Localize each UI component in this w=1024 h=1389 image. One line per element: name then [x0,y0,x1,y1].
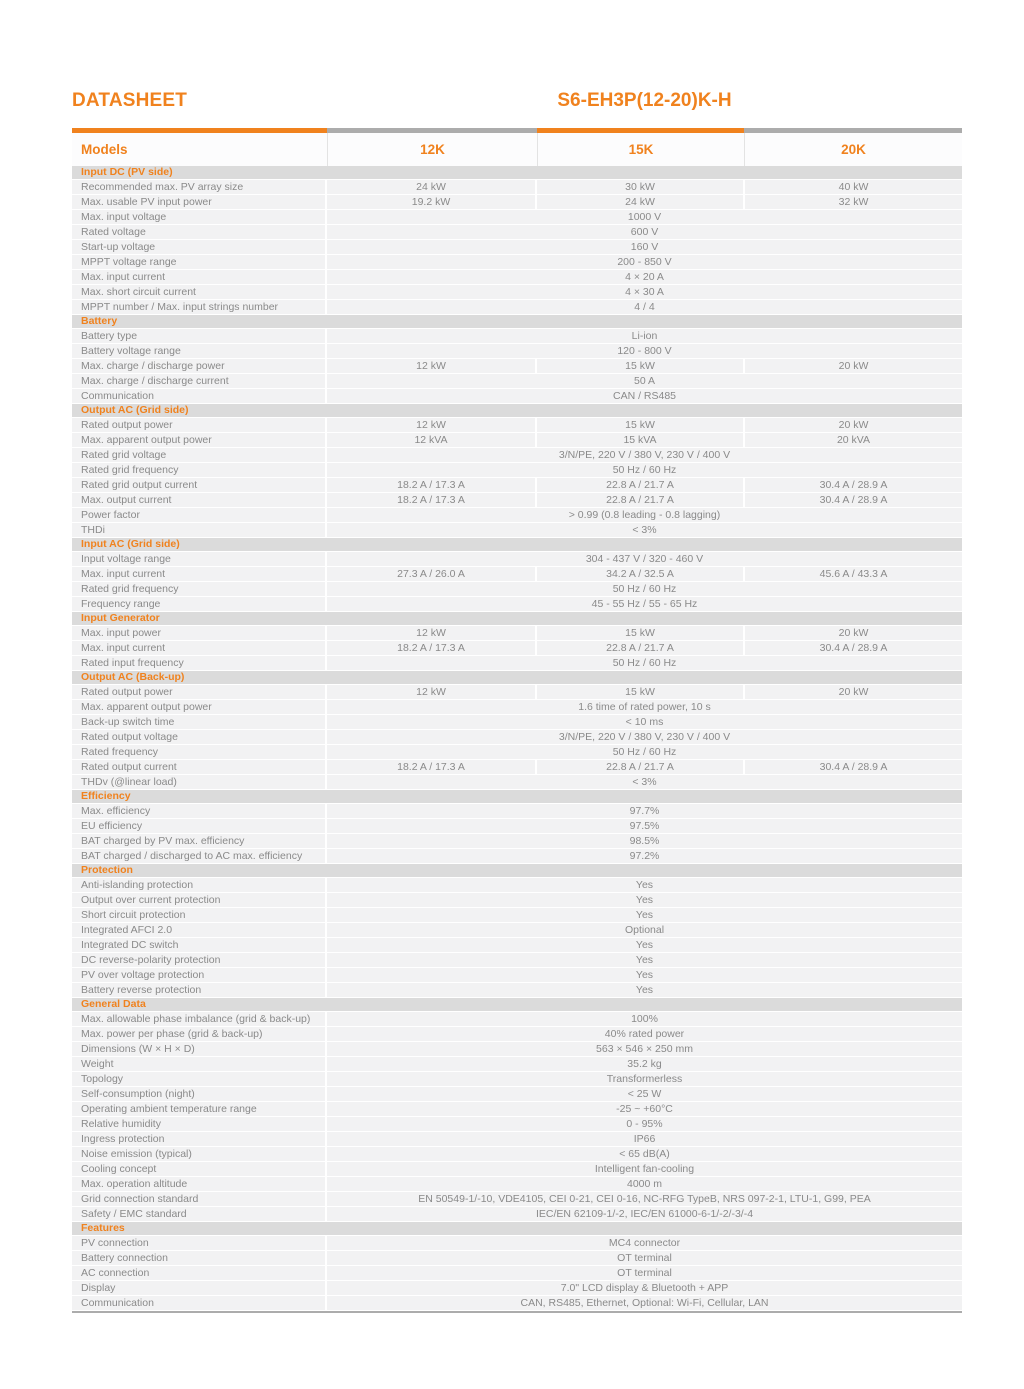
spec-value: 20 kW [745,418,962,432]
spec-row [72,359,962,373]
spec-value: 24 kW [327,180,535,194]
spec-row [72,953,962,967]
table-bottom-rule [72,1311,962,1313]
spec-row [72,582,962,596]
spec-label: DC reverse-polarity protection [72,953,325,967]
spec-row [72,804,962,818]
spec-row [72,908,962,922]
spec-row [72,1177,962,1191]
spec-row [72,478,962,492]
spec-value-merged: 4 × 30 A [327,285,962,299]
spec-row [72,1027,962,1041]
spec-value-merged: 97.7% [327,804,962,818]
spec-value: 30.4 A / 28.9 A [745,493,962,507]
spec-label: Input voltage range [72,552,325,566]
spec-row [72,849,962,863]
spec-row [72,760,962,774]
spec-value: 15 kVA [537,433,743,447]
spec-value-merged: Yes [327,983,962,997]
spec-row [72,329,962,343]
spec-row [72,1236,962,1250]
spec-row [72,270,962,284]
column-header-15k: 15K [537,133,744,166]
spec-row [72,656,962,670]
section-header: Output AC (Grid side) [72,404,962,417]
spec-row [72,418,962,432]
spec-value-merged: 1000 V [327,210,962,224]
section-header: Input DC (PV side) [72,166,962,179]
spec-label: Rated output voltage [72,730,325,744]
spec-row [72,1072,962,1086]
spec-value: 12 kW [327,626,535,640]
spec-label: Recommended max. PV array size [72,180,325,194]
spec-value: 12 kW [327,418,535,432]
spec-label: Communication [72,389,325,403]
spec-row [72,195,962,209]
spec-label: Max. charge / discharge power [72,359,325,373]
spec-value: 34.2 A / 32.5 A [537,567,743,581]
section-header: Battery [72,315,962,328]
spec-value: 12 kW [327,359,535,373]
spec-label: Topology [72,1072,325,1086]
spec-row [72,508,962,522]
spec-label: Max. input current [72,270,325,284]
spec-label: Ingress protection [72,1132,325,1146]
spec-row [72,225,962,239]
section-header: Protection [72,864,962,877]
column-header-12k: 12K [327,133,537,166]
spec-value: 30.4 A / 28.9 A [745,760,962,774]
spec-value-merged: 3/N/PE, 220 V / 380 V, 230 V / 400 V [327,730,962,744]
spec-value-merged: < 65 dB(A) [327,1147,962,1161]
spec-row [72,641,962,655]
spec-value-merged: 50 Hz / 60 Hz [327,656,962,670]
spec-label: Frequency range [72,597,325,611]
spec-value: 22.8 A / 21.7 A [537,760,743,774]
spec-row [72,240,962,254]
spec-value-merged: 7.0" LCD display & Bluetooth + APP [327,1281,962,1295]
spec-value: 40 kW [745,180,962,194]
spec-label: Operating ambient temperature range [72,1102,325,1116]
spec-value-merged: Intelligent fan-cooling [327,1162,962,1176]
spec-label: Back-up switch time [72,715,325,729]
spec-label: Max. charge / discharge current [72,374,325,388]
spec-row [72,597,962,611]
spec-label: Communication [72,1296,325,1310]
spec-value: 27.3 A / 26.0 A [327,567,535,581]
spec-label: Noise emission (typical) [72,1147,325,1161]
spec-label: Rated grid voltage [72,448,325,462]
spec-row [72,715,962,729]
spec-label: EU efficiency [72,819,325,833]
spec-value-merged: 4 / 4 [327,300,962,314]
section-header: Features [72,1222,962,1235]
spec-label: Cooling concept [72,1162,325,1176]
spec-value: 18.2 A / 17.3 A [327,493,535,507]
spec-value-merged: 200 - 850 V [327,255,962,269]
spec-label: Max. input current [72,567,325,581]
spec-label: Self-consumption (night) [72,1087,325,1101]
spec-label: Battery type [72,329,325,343]
spec-value-merged: 50 A [327,374,962,388]
spec-row [72,1042,962,1056]
spec-row [72,1132,962,1146]
spec-value-merged: CAN, RS485, Ethernet, Optional: Wi-Fi, Cellular, LAN [327,1296,962,1310]
spec-value: 30.4 A / 28.9 A [745,641,962,655]
spec-row [72,493,962,507]
spec-value: 15 kW [537,626,743,640]
spec-value-merged: < 3% [327,775,962,789]
spec-label: Max. short circuit current [72,285,325,299]
spec-value-merged: 50 Hz / 60 Hz [327,463,962,477]
spec-row [72,1281,962,1295]
spec-value-merged: Yes [327,878,962,892]
spec-row [72,344,962,358]
spec-label: Grid connection standard [72,1192,325,1206]
spec-value-merged: 100% [327,1012,962,1026]
spec-label: Integrated DC switch [72,938,325,952]
spec-value-merged: OT terminal [327,1251,962,1265]
spec-row [72,938,962,952]
spec-row [72,552,962,566]
spec-row [72,180,962,194]
spec-row [72,775,962,789]
spec-value-merged: 1.6 time of rated power, 10 s [327,700,962,714]
spec-row [72,1012,962,1026]
spec-value-merged: -25 ~ +60°C [327,1102,962,1116]
spec-row [72,374,962,388]
spec-row [72,983,962,997]
spec-value: 24 kW [537,195,743,209]
spec-label: Rated output current [72,760,325,774]
spec-label: Safety / EMC standard [72,1207,325,1221]
spec-value: 22.8 A / 21.7 A [537,641,743,655]
spec-row [72,285,962,299]
spec-row [72,745,962,759]
spec-label: Rated output power [72,685,325,699]
spec-label: BAT charged / discharged to AC max. efficiency [72,849,325,863]
spec-row [72,210,962,224]
spec-value-merged: < 25 W [327,1087,962,1101]
spec-row [72,893,962,907]
spec-row [72,389,962,403]
spec-row [72,433,962,447]
column-header-20k: 20K [744,133,962,166]
spec-value-merged: < 3% [327,523,962,537]
spec-label: Battery voltage range [72,344,325,358]
datasheet-content [72,90,962,1313]
spec-value-merged: 3/N/PE, 220 V / 380 V, 230 V / 400 V [327,448,962,462]
spec-row [72,1162,962,1176]
spec-label: Max. apparent output power [72,433,325,447]
spec-row [72,300,962,314]
spec-label: BAT charged by PV max. efficiency [72,834,325,848]
spec-label: Display [72,1281,325,1295]
spec-label: Weight [72,1057,325,1071]
spec-row [72,1192,962,1206]
spec-label: Max. input current [72,641,325,655]
spec-value-merged: < 10 ms [327,715,962,729]
spec-row [72,626,962,640]
spec-label: Rated grid frequency [72,582,325,596]
spec-row [72,819,962,833]
spec-value-merged: MC4 connector [327,1236,962,1250]
spec-value-merged: 160 V [327,240,962,254]
spec-row [72,968,962,982]
spec-value-merged: IP66 [327,1132,962,1146]
spec-value-merged: EN 50549-1/-10, VDE4105, CEI 0-21, CEI 0-16, NC-RFG TypeB, NRS 097-2-1, LTU-1, G99, PEA [327,1192,962,1206]
spec-row [72,730,962,744]
spec-row [72,685,962,699]
spec-value-merged: 600 V [327,225,962,239]
spec-label: PV connection [72,1236,325,1250]
spec-label: AC connection [72,1266,325,1280]
spec-row [72,567,962,581]
spec-label: Power factor [72,508,325,522]
spec-row [72,1296,962,1310]
spec-value-merged: Transformerless [327,1072,962,1086]
spec-label: THDi [72,523,325,537]
spec-value: 20 kW [745,359,962,373]
spec-label: MPPT number / Max. input strings number [72,300,325,314]
spec-label: Rated grid output current [72,478,325,492]
spec-value: 20 kW [745,626,962,640]
spec-value: 15 kW [537,359,743,373]
spec-value: 18.2 A / 17.3 A [327,478,535,492]
spec-value: 22.8 A / 21.7 A [537,493,743,507]
spec-value-merged: IEC/EN 62109-1/-2, IEC/EN 61000-6-1/-2/-3/-4 [327,1207,962,1221]
spec-value-merged: 98.5% [327,834,962,848]
spec-row [72,1087,962,1101]
spec-value: 30 kW [537,180,743,194]
spec-label: Max. output current [72,493,325,507]
spec-label: Max. power per phase (grid & back-up) [72,1027,325,1041]
spec-value-merged: > 0.99 (0.8 leading - 0.8 lagging) [327,508,962,522]
spec-label: PV over voltage protection [72,968,325,982]
spec-label: Rated input frequency [72,656,325,670]
spec-value-merged: 45 - 55 Hz / 55 - 65 Hz [327,597,962,611]
spec-value-merged: Yes [327,938,962,952]
table-header-row [72,133,962,166]
spec-label: Dimensions (W × H × D) [72,1042,325,1056]
spec-value: 45.6 A / 43.3 A [745,567,962,581]
spec-row [72,1251,962,1265]
spec-label: THDv (@linear load) [72,775,325,789]
spec-value-merged: 120 - 800 V [327,344,962,358]
spec-row [72,1207,962,1221]
spec-label: Max. usable PV input power [72,195,325,209]
section-header: General Data [72,998,962,1011]
spec-table-body [72,166,962,1310]
spec-row [72,448,962,462]
spec-label: Max. input voltage [72,210,325,224]
spec-value-merged: Optional [327,923,962,937]
spec-label: Max. efficiency [72,804,325,818]
spec-label: Rated voltage [72,225,325,239]
spec-value-merged: 304 - 437 V / 320 - 460 V [327,552,962,566]
column-header-models: Models [81,142,128,157]
spec-label: MPPT voltage range [72,255,325,269]
spec-label: Rated output power [72,418,325,432]
section-header: Input AC (Grid side) [72,538,962,551]
spec-label: Output over current protection [72,893,325,907]
spec-label: Integrated AFCI 2.0 [72,923,325,937]
doc-title-model: S6-EH3P(12-20)K-H [557,90,732,111]
section-header: Input Generator [72,612,962,625]
spec-value-merged: 50 Hz / 60 Hz [327,745,962,759]
spec-row [72,923,962,937]
spec-row [72,1102,962,1116]
doc-header [72,90,962,112]
spec-value-merged: CAN / RS485 [327,389,962,403]
spec-label: Max. input power [72,626,325,640]
spec-value-merged: 0 - 95% [327,1117,962,1131]
spec-value: 18.2 A / 17.3 A [327,641,535,655]
spec-row [72,523,962,537]
spec-value: 15 kW [537,685,743,699]
spec-label: Anti-islanding protection [72,878,325,892]
spec-value: 22.8 A / 21.7 A [537,478,743,492]
spec-value-merged: Yes [327,968,962,982]
spec-value-merged: 35.2 kg [327,1057,962,1071]
spec-value-merged: 50 Hz / 60 Hz [327,582,962,596]
spec-value-merged: 4 × 20 A [327,270,962,284]
spec-value-merged: Yes [327,953,962,967]
spec-value-merged: 4000 m [327,1177,962,1191]
spec-value: 32 kW [745,195,962,209]
spec-row [72,1266,962,1280]
section-header: Output AC (Back-up) [72,671,962,684]
spec-value: 20 kW [745,685,962,699]
spec-label: Max. apparent output power [72,700,325,714]
spec-value: 19.2 kW [327,195,535,209]
spec-value-merged: 97.2% [327,849,962,863]
spec-value-merged: 40% rated power [327,1027,962,1041]
spec-value-merged: 563 × 546 × 250 mm [327,1042,962,1056]
spec-label: Max. allowable phase imbalance (grid & back-up) [72,1012,325,1026]
spec-row [72,834,962,848]
spec-label: Battery connection [72,1251,325,1265]
spec-row [72,255,962,269]
doc-title-left: DATASHEET [72,90,188,111]
spec-value-merged: Yes [327,908,962,922]
spec-label: Short circuit protection [72,908,325,922]
spec-value-merged: OT terminal [327,1266,962,1280]
spec-value: 30.4 A / 28.9 A [745,478,962,492]
spec-row [72,1117,962,1131]
spec-label: Rated frequency [72,745,325,759]
spec-value: 18.2 A / 17.3 A [327,760,535,774]
section-header: Efficiency [72,790,962,803]
spec-value-merged: Yes [327,893,962,907]
spec-value-merged: Li-ion [327,329,962,343]
spec-value: 12 kW [327,685,535,699]
spec-value: 12 kVA [327,433,535,447]
spec-label: Start-up voltage [72,240,325,254]
spec-row [72,1147,962,1161]
spec-value-merged: 97.5% [327,819,962,833]
spec-row [72,1057,962,1071]
spec-label: Max. operation altitude [72,1177,325,1191]
spec-row [72,463,962,477]
spec-value: 15 kW [537,418,743,432]
spec-label: Rated grid frequency [72,463,325,477]
spec-value: 20 kVA [745,433,962,447]
spec-label: Battery reverse protection [72,983,325,997]
spec-label: Relative humidity [72,1117,325,1131]
spec-row [72,700,962,714]
spec-row [72,878,962,892]
